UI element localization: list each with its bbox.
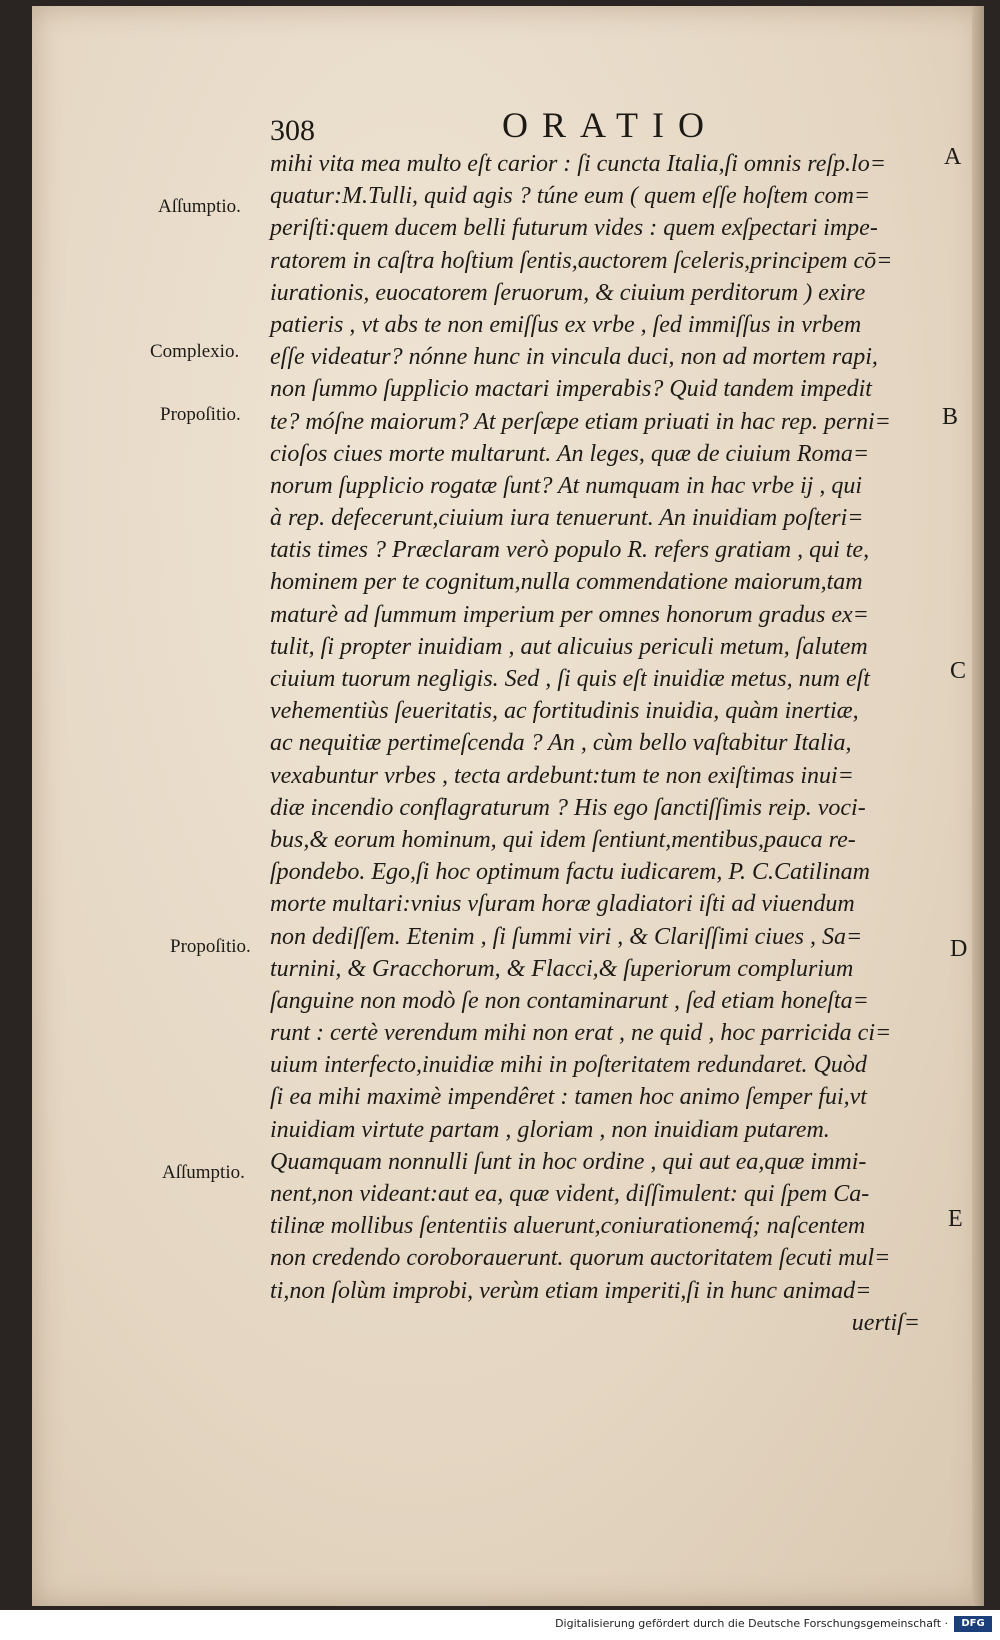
- catchword: uertiſ=: [851, 1309, 920, 1336]
- text-line: bus,& eorum hominum, qui idem ſentiunt,mentibus,pauca re-: [270, 826, 856, 853]
- text-line: Quamquam nonnulli ſunt in hoc ordine , qui aut ea,quæ immi-: [270, 1148, 867, 1175]
- text-line: non credendo coroborauerunt. quorum auctoritatem ſecuti mul=: [270, 1245, 891, 1272]
- page-edge: [972, 6, 984, 1606]
- page-header: [32, 104, 984, 154]
- footer-bar: [0, 1610, 1000, 1640]
- text-line: maturè ad ſummum imperium per omnes honorum gradus ex=: [270, 601, 869, 628]
- text-line: mihi vita mea multo eſt carior : ſi cuncta Italia,ſi omnis reſp.lo=: [270, 151, 886, 177]
- margin-note-complexio: Complexio.: [150, 341, 240, 362]
- text-line: ciuium tuorum negligis. Sed , ſi quis eſt inuidiæ metus, num eſt: [270, 666, 870, 692]
- text-line: à rep. defecerunt,ciuium iura tenuerunt. An inuidiam poſteri=: [270, 505, 864, 532]
- text-line: iurationis, euocatorem ſeruorum, & ciuium perditorum ) exire: [270, 279, 866, 306]
- text-line: diæ incendio conflagraturum ? His ego ſanctiſſimis reip. voci-: [270, 794, 866, 821]
- digitization-credit: Digitalisierung gefördert durch die Deutsche Forschungsgemeinschaft ·: [555, 1617, 948, 1630]
- text-line: quatur:M.Tulli, quid agis ? túne eum ( quem eſſe hoſtem com=: [270, 183, 871, 210]
- body-text: [270, 148, 920, 1339]
- text-line: ac nequitiæ pertimeſcenda ? An , cùm bello vaſtabitur Italia,: [270, 730, 852, 757]
- text-line: runt : certè verendum mihi non erat , ne quid , hoc parricida ci=: [270, 1020, 892, 1047]
- margin-note-assumptio-2: Aſſumptio.: [162, 1162, 245, 1183]
- text-line: tilinæ mollibus ſententiis aluerunt,coniurationemq́; naſcentem: [270, 1213, 866, 1240]
- section-letter-d: D: [950, 936, 968, 962]
- text-line: cioſos ciues morte multarunt. An leges, quæ de ciuium Roma=: [270, 440, 870, 467]
- text-line: hominem per te cognitum,nulla commendatione maiorum,tam: [270, 569, 863, 596]
- page-number: 308: [270, 114, 315, 147]
- margin-note-propositio-2: Propoſitio.: [170, 936, 251, 957]
- text-line: ti,non ſolùm improbi, verùm etiam imperiti,ſi in hunc animad=: [270, 1277, 872, 1304]
- text-line: tatis times ? Præclaram verò populo R. refers gratiam , qui te,: [270, 537, 870, 564]
- text-line: nent,non videant:aut ea, quæ vident, diſſimulent: qui ſpem Ca-: [270, 1181, 870, 1207]
- text-line: non ſummo ſupplicio mactari imperabis? Quid tandem impedit: [270, 376, 872, 403]
- text-line: vehementiùs ſeueritatis, ac fortitudinis inuidia, quàm inertiæ,: [270, 698, 859, 725]
- text-line: morte multari:vnius vſuram horæ gladiatori iſti ad viuendum: [270, 891, 855, 918]
- text-line: patieris , vt abs te non emiſſus ex vrbe , ſed immiſſus in vrbem: [270, 311, 862, 338]
- text-line: ſpondebo. Ego,ſi hoc optimum factu iudicarem, P. C.Catilinam: [270, 859, 870, 886]
- section-letter-c: C: [950, 658, 967, 684]
- dfg-logo: DFG: [954, 1616, 992, 1632]
- margin-note-assumptio-1: Aſſumptio.: [158, 196, 241, 217]
- text-line: ſanguine non modò ſe non contaminarunt , ſed etiam honeſta=: [270, 987, 869, 1014]
- section-letter-b: B: [942, 404, 959, 430]
- running-title: ORATIO: [502, 105, 718, 145]
- text-line: tulit, ſi propter inuidiam , aut alicuius periculi metum, ſalutem: [270, 633, 868, 660]
- text-line: uium interfecto,inuidiæ mihi in poſteritatem redundaret. Quòd: [270, 1052, 867, 1079]
- section-letter-a: A: [944, 144, 962, 170]
- text-line: periſti:quem ducem belli futurum vides : quem exſpectari impe-: [270, 215, 878, 242]
- text-line: ſi ea mihi maximè impendêret : tamen hoc animo ſemper fui,vt: [270, 1084, 867, 1111]
- text-line: eſſe videatur? nónne hunc in vincula duci, non ad mortem rapi,: [270, 344, 878, 371]
- text-line: turnini, & Gracchorum, & Flacci,& ſuperiorum complurium: [270, 955, 854, 982]
- book-page: [32, 6, 984, 1606]
- text-line: vexabuntur vrbes , tecta ardebunt:tum te non exiſtimas inui=: [270, 762, 854, 789]
- text-line: norum ſupplicio rogatæ ſunt? At numquam in hac vrbe ij , qui: [270, 472, 862, 499]
- text-line: inuidiam virtute partam , gloriam , non inuidiam putarem.: [270, 1116, 830, 1143]
- text-line: te? móſne maiorum? At perſæpe etiam priuati in hac rep. perni=: [270, 408, 891, 435]
- section-letter-e: E: [948, 1206, 963, 1232]
- text-line: ratorem in caſtra hoſtium ſentis,auctorem ſceleris,principem cō=: [270, 247, 893, 274]
- text-line: non dediſſem. Etenim , ſi ſummi viri , & Clariſſimi ciues , Sa=: [270, 923, 863, 950]
- margin-note-propositio-1: Propoſitio.: [160, 404, 241, 425]
